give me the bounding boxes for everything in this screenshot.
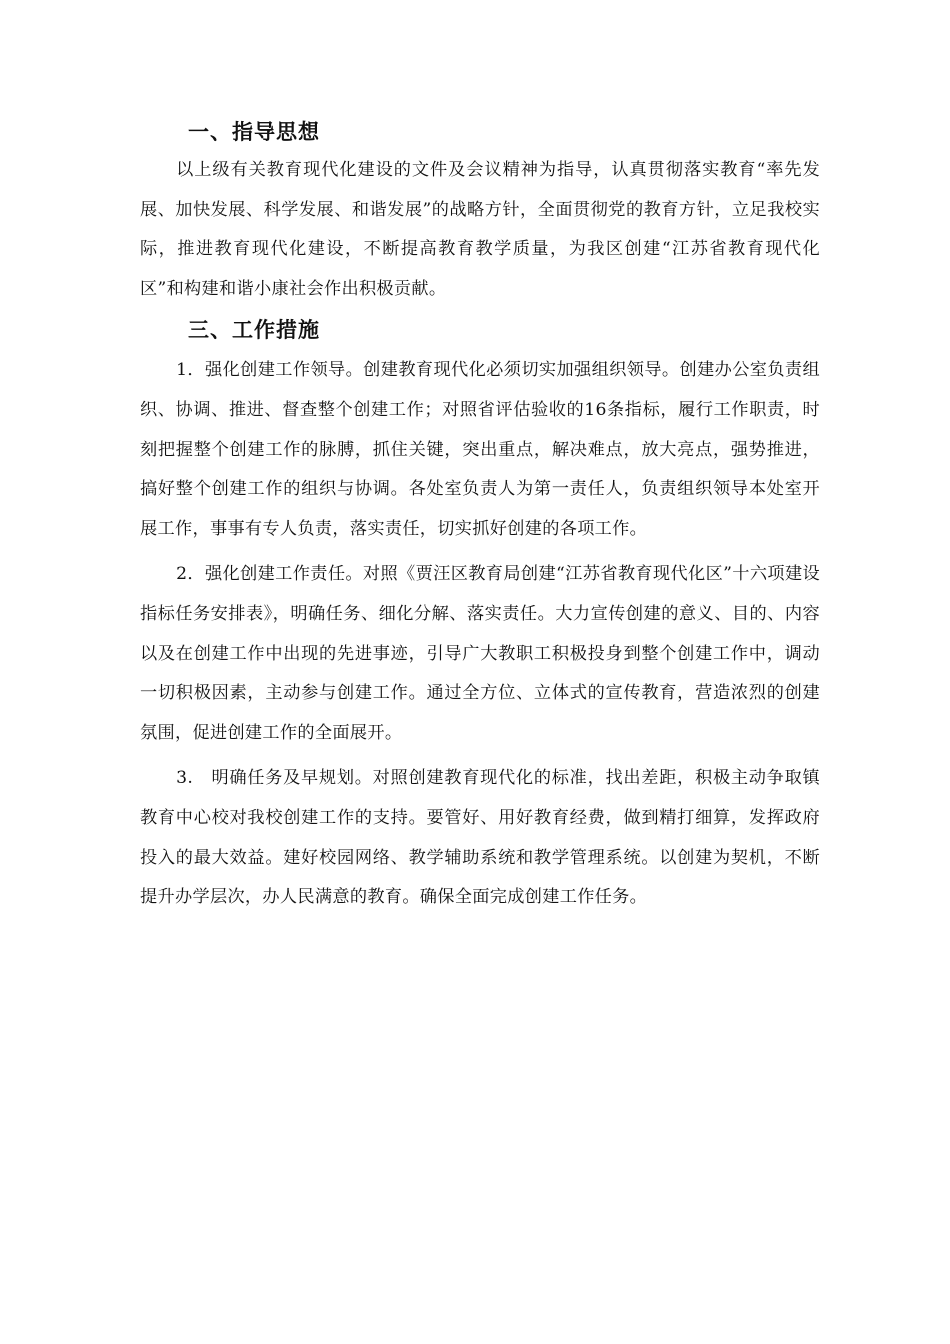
guiding-ideology-paragraph: 以上级有关教育现代化建设的文件及会议精神为指导，认真贯彻落实教育“率先发展、加快发展、科学发展、和谐发展”的战略方针，全面贯彻党的教育方针，立足我校实际，推进教育现代化建设，不断提高教育教学质量，为我区创建“江苏省教育现代化区”和构建和谐小康社会作出积极贡献。 <box>140 160 820 299</box>
section-heading-guiding-ideology: 一、指导思想 <box>188 120 320 144</box>
document-body <box>140 113 820 918</box>
measure-item-2: 2．强化创建工作责任。对照《贾汪区教育局创建“江苏省教育现代化区”十六项建设指标任务安排表》，明确任务、细化分解、落实责任。大力宣传创建的意义、目的、内容以及在创建工作中出现的先进事迹，引导广大教职工积极投身到整个创建工作中，调动一切积极因素，主动参与创建工作。通过全方位、立体式的宣传教育，营造浓烈的创建氛围，促进创建工作的全面展开。 <box>140 564 820 743</box>
measure-item-1: 1．强化创建工作领导。创建教育现代化必须切实加强组织领导。创建办公室负责组织、协调、推进、督查整个创建工作；对照省评估验收的16条指标，履行工作职责，时刻把握整个创建工作的脉膊，抓住关键，突出重点，解决难点，放大亮点，强势推进，搞好整个创建工作的组织与协调。各处室负责人为第一责任人，负责组织领导本处室开展工作，事事有专人负责，落实责任，切实抓好创建的各项工作。 <box>140 360 820 539</box>
measure-item-3: 3. 明确任务及早规划。对照创建教育现代化的标准，找出差距，积极主动争取镇教育中心校对我校创建工作的支持。要管好、用好教育经费，做到精打细算，发挥政府投入的最大效益。建好校园网络、教学辅助系统和教学管理系统。以创建为契机，不断提升办学层次，办人民满意的教育。确保全面完成创建工作任务。 <box>140 768 820 908</box>
section-heading-work-measures: 三、工作措施 <box>188 318 320 343</box>
